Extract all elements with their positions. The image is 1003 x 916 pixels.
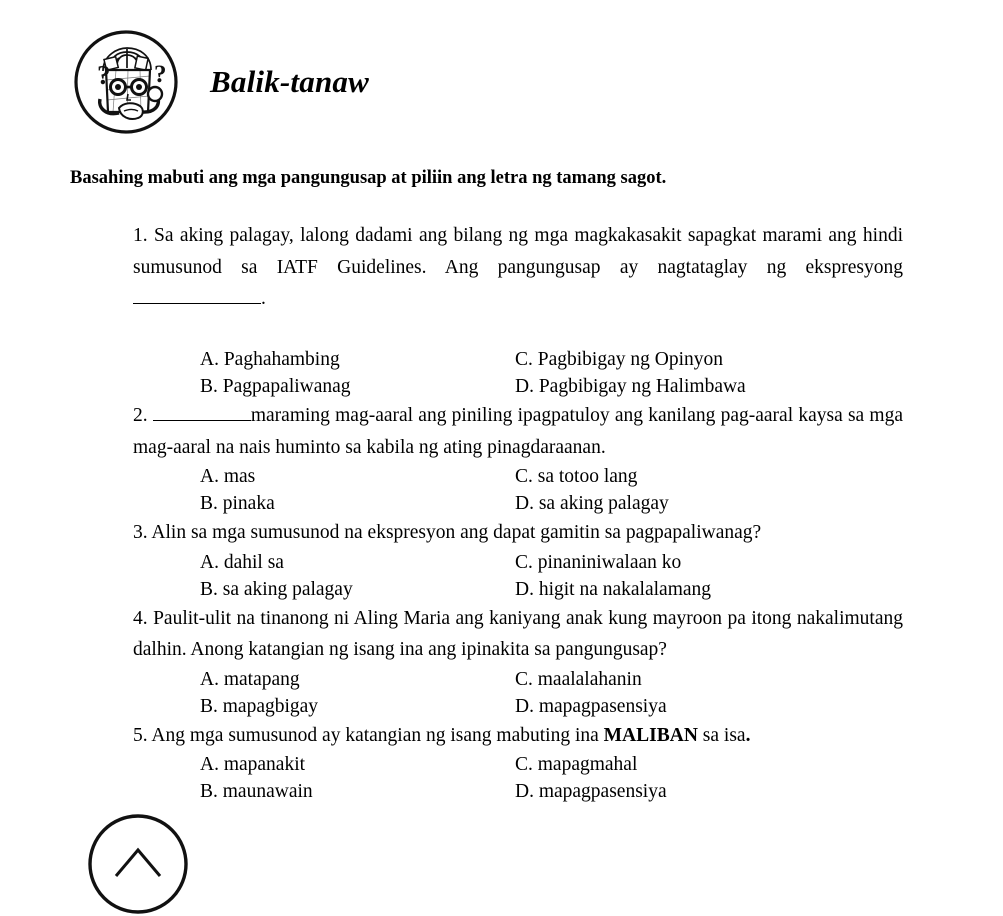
question-3-text: 3. Alin sa mga sumusunod na ekspresyon ang dapat gamitin sa pagpapaliwanag? bbox=[133, 522, 762, 543]
option-4-d[interactable]: D. mapagpasensiya bbox=[515, 695, 667, 717]
option-3-d[interactable]: D. higit na nakalalamang bbox=[515, 578, 712, 600]
partial-circle-icon bbox=[86, 812, 190, 916]
option-4-c[interactable]: C. maalalahanin bbox=[515, 668, 642, 690]
option-1-b[interactable]: B. Pagpapaliwanag bbox=[200, 376, 351, 397]
option-row bbox=[133, 490, 903, 517]
option-row bbox=[133, 346, 903, 373]
option-row bbox=[133, 549, 903, 576]
quiz-body bbox=[133, 220, 903, 805]
option-5-d[interactable]: D. mapagpasensiya bbox=[515, 781, 667, 802]
question-2-options bbox=[133, 463, 903, 517]
option-4-a[interactable]: A. matapang bbox=[200, 668, 300, 690]
option-1-c[interactable]: C. Pagbibigay ng Opinyon bbox=[515, 349, 723, 370]
answer-blank bbox=[133, 303, 261, 304]
option-5-c[interactable]: C. mapagmahal bbox=[515, 754, 638, 775]
option-3-c[interactable]: C. pinaniniwalaan ko bbox=[515, 551, 682, 573]
option-3-b[interactable]: B. sa aking palagay bbox=[200, 578, 353, 600]
option-2-a[interactable]: A. mas bbox=[200, 466, 256, 487]
section-header bbox=[72, 28, 369, 136]
option-4-b[interactable]: B. mapagbigay bbox=[200, 695, 319, 717]
option-5-a[interactable]: A. mapanakit bbox=[200, 754, 306, 775]
option-2-b[interactable]: B. pinaka bbox=[200, 493, 275, 514]
option-2-d[interactable]: D. sa aking palagay bbox=[515, 493, 669, 514]
instruction-text: Basahing mabuti ang mga pangungusap at piliin ang letra ng tamang sagot. bbox=[70, 168, 667, 188]
option-3-a[interactable]: A. dahil sa bbox=[200, 551, 284, 573]
question-5-tail: sa isa bbox=[697, 724, 746, 746]
question-2-tail: maraming mag-aaral ang piniling ipagpatuloy ang kanilang pag-aaral kaysa sa mga mag-aaral na nais huminto sa kabila ng ating pinagdaraanan. bbox=[133, 405, 904, 458]
question-mark-left-icon: ? bbox=[97, 60, 111, 90]
thinking-person-icon bbox=[72, 28, 180, 136]
option-1-a[interactable]: A. Paghahambing bbox=[200, 349, 340, 370]
question-5-stem: 5. Ang mga sumusunod ay katangian ng isang mabuting ina bbox=[133, 724, 604, 746]
question-3-options bbox=[133, 549, 903, 603]
question-5-period: . bbox=[745, 724, 751, 746]
option-1-d[interactable]: D. Pagbibigay ng Halimbawa bbox=[515, 376, 746, 397]
question-5-text bbox=[133, 720, 903, 752]
question-2-text bbox=[133, 400, 903, 463]
option-row bbox=[133, 778, 903, 805]
question-5-options bbox=[133, 751, 903, 805]
question-4-options bbox=[133, 666, 903, 720]
page-title: Balik-tanaw bbox=[210, 64, 369, 99]
question-1-text bbox=[133, 220, 903, 346]
option-5-b[interactable]: B. maunawain bbox=[200, 781, 313, 802]
question-4-text: 4. Paulit-ulit na tinanong ni Aling Maria ang kaniyang anak kung mayroon pa itong nakalimutang dalhin. Anong katangian ng isang ina ang ipinakita sa pangungusap? bbox=[133, 607, 903, 660]
option-row bbox=[133, 463, 903, 490]
question-5-emphasis: MALIBAN bbox=[603, 724, 698, 746]
question-2-stem: 2. bbox=[133, 405, 153, 426]
question-1-options bbox=[133, 346, 903, 400]
question-mark-right-icon: ? bbox=[154, 61, 167, 88]
option-row bbox=[133, 693, 903, 720]
option-row bbox=[133, 576, 903, 603]
option-row bbox=[133, 666, 903, 693]
option-row bbox=[133, 751, 903, 778]
question-1-stem: 1. Sa aking palagay, lalong dadami ang bilang ng mga magkakasakit sapagkat marami ang hindi sumusunod sa IATF Guidelines. Ang pangungusap ay nagtataglay ng ekspresyong bbox=[133, 225, 903, 278]
question-1-tail: . bbox=[261, 288, 266, 309]
option-row bbox=[133, 373, 903, 400]
answer-blank bbox=[153, 420, 251, 421]
option-2-c[interactable]: C. sa totoo lang bbox=[515, 466, 638, 487]
